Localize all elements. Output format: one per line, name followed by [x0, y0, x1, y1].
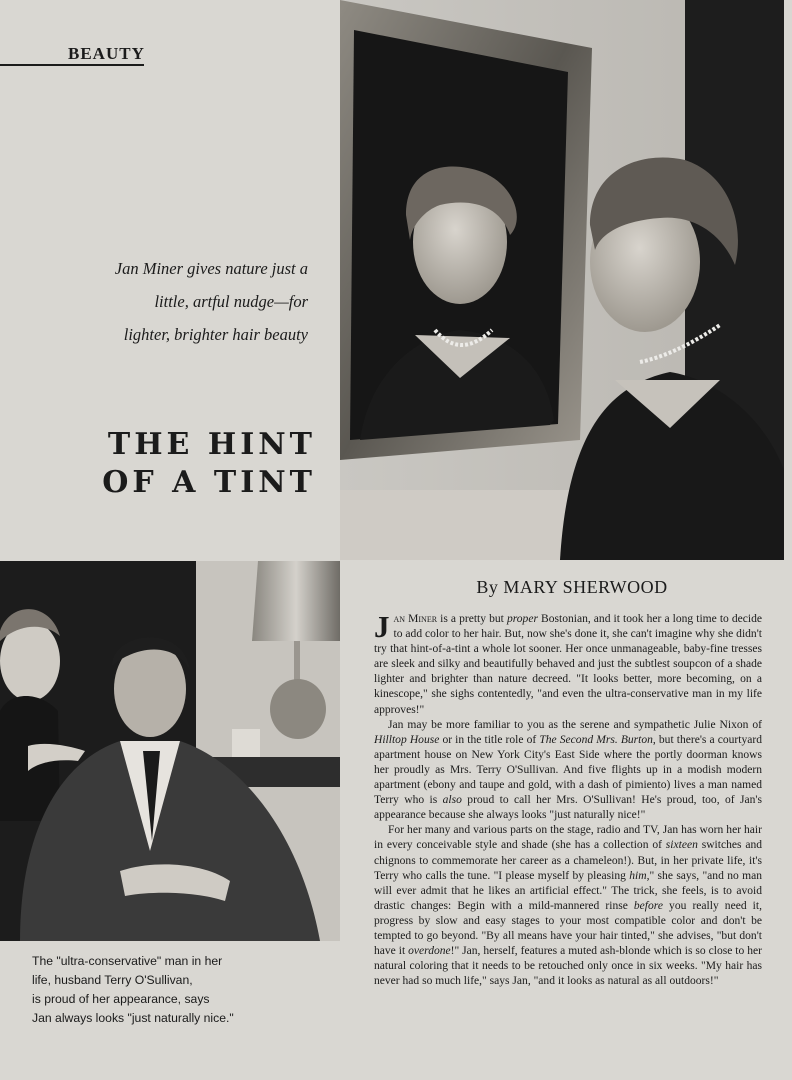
deck-line: Jan Miner gives nature just a: [114, 259, 308, 278]
text-run: proper: [506, 613, 538, 625]
text-run: also: [442, 794, 462, 807]
text-run: him,: [629, 869, 650, 882]
caption-line: The "ultra-conservative" man in her: [32, 954, 223, 968]
text-run: you really need it, progress by slow and easy stages to your most compatible color and don't be tempted to go beyond. "By all means have your hair tinted," she advises, "but don't have it: [374, 899, 762, 958]
byline: By MARY SHERWOOD: [476, 577, 668, 597]
paragraph-3: [374, 823, 762, 989]
headline-line: OF A TINT: [102, 465, 316, 500]
text-run: overdone: [408, 945, 451, 958]
couple-photo: [0, 561, 340, 941]
section-rule: [0, 64, 144, 66]
article-body: [374, 609, 763, 989]
section-label: BEAUTY: [68, 44, 145, 63]
drop-cap: J: [374, 609, 390, 644]
deck-line: little, artful nudge—for: [154, 292, 308, 311]
text-run: , but there's a courtyard apartment house on New York City's East Side where the portly doorman knows her proudly as Mrs. Terry O'Sullivan. And five flights up in a modish modern apartment (ebony and taupe and gold, with a dash of pimiento) lives a man named Terry who is: [374, 733, 762, 807]
text-run: before: [633, 899, 663, 912]
text-run: switches and chignons to commemorate her career as a chameleon!). But, in her private life, it's Terry who calls the tune. "I please myself by pleasing: [374, 839, 762, 882]
mirror-photo: [340, 0, 784, 560]
text-run: proud to call her Mrs. O'Sullivan! He's proud, too, of Jan's appearance because she always looks "just naturally nice!": [374, 794, 762, 822]
text-run: The Second Mrs. Burton: [539, 733, 653, 746]
lead-in: an Miner: [393, 613, 438, 625]
text-run: Hilltop House: [374, 733, 440, 746]
text-run: !" Jan, herself, features a muted ash-blonde which is so close to her natural coloring that it needs to be retouched only once in six weeks. "My hair has never had so much life," says Jan, "and it looks as natural as all outdoors!": [374, 945, 762, 988]
caption-line: is proud of her appearance, says: [32, 992, 210, 1006]
text-run: sixteen: [665, 839, 698, 852]
text-run: Jan may be more familiar to you as the serene and sympathetic Julie Nixon of: [388, 718, 762, 731]
headline-line: THE HINT: [107, 427, 316, 462]
paragraph-2: [374, 718, 762, 824]
headline: [24, 426, 316, 502]
deck-line: lighter, brighter hair beauty: [123, 325, 308, 344]
deck: [8, 252, 308, 351]
text-run: is a pretty but: [437, 613, 507, 625]
text-run: " she says, "and no man will ever admit that he likes an artificial effect." The trick, she feels, is to avoid drastic changes: Begin with a mild-mannered rinse: [374, 869, 762, 912]
text-run: Bostonian, and it took her a long time to decide to add color to her hair. But, now she's done it, she can't imagine why she didn't try that hint-of-a-tint a whole lot sooner. Her once unmanageable, baby-fine tresses are sleek and silky and beautifully behaved and just the subtlest soupcon of a shade lighter and brighter than nature decreed. "It looks better, more becoming, on a kinescope," she sighs contentedly, "and even the ultra-conservative man in my life approves!": [374, 613, 763, 716]
text-run: or in the title role of: [439, 733, 540, 746]
photo-caption: [32, 952, 332, 1028]
text-run: For her many and various parts on the stage, radio and TV, Jan has worn her hair in every conceivable style and shade (she has a collection of: [374, 824, 762, 852]
paragraph-1: [374, 609, 763, 718]
caption-line: Jan always looks "just naturally nice.": [32, 1011, 234, 1025]
caption-line: life, husband Terry O'Sullivan,: [32, 973, 193, 987]
